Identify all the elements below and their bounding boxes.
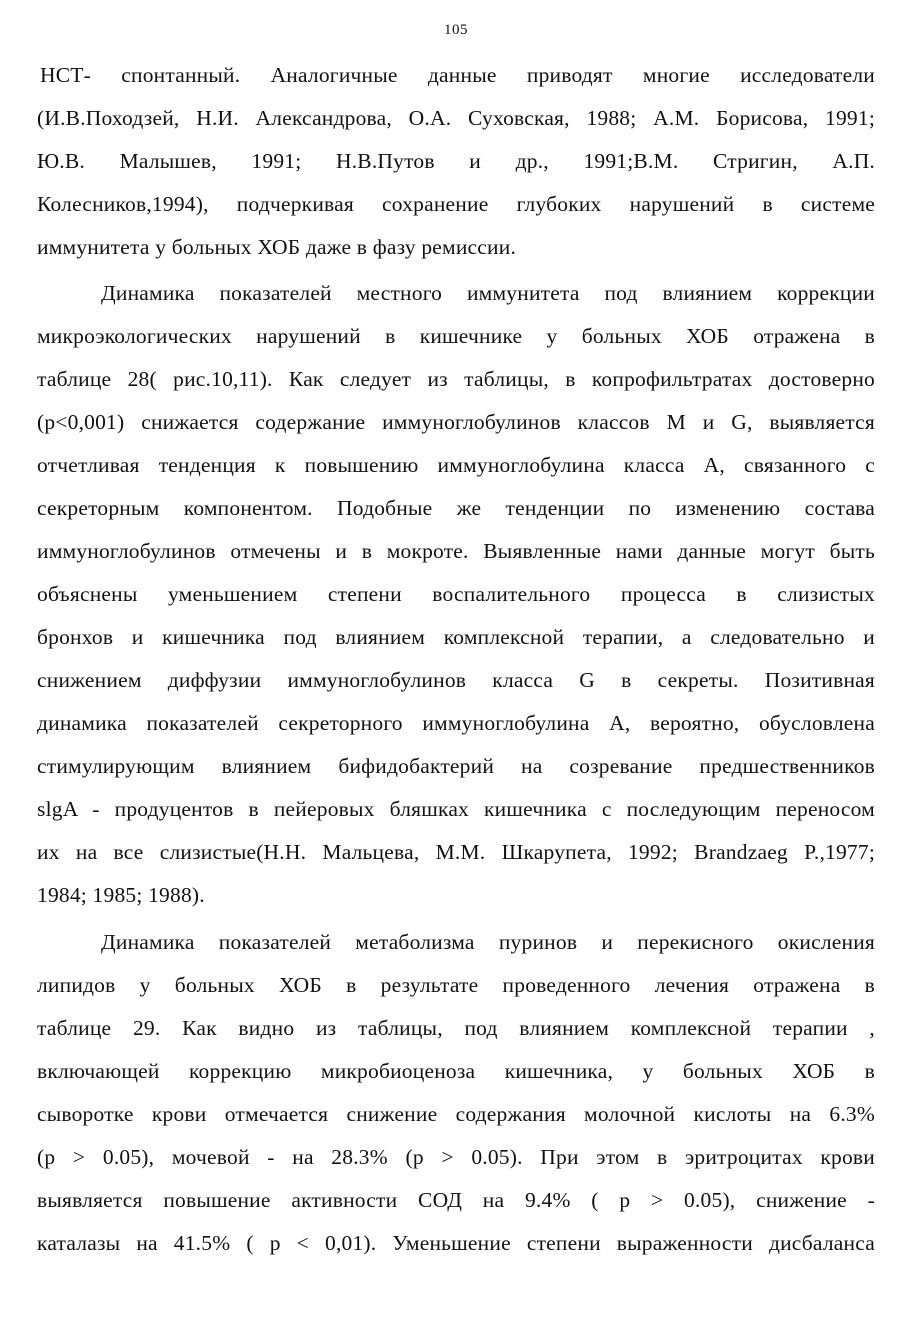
text-line: иммуноглобулинов отмечены и в мокроте. Выявленные нами данные могут быть (37, 539, 875, 563)
text-line: включающей коррекцию микробиоценоза кишечника, у больных ХОБ в (37, 1059, 875, 1083)
text-line: объяснены уменьшением степени воспалительного процесса в слизистых (37, 582, 875, 606)
paragraph-first-line: Динамика показателей метаболизма пуринов и перекисного окисления (101, 930, 875, 954)
paragraph-first-line: Динамика показателей местного иммунитета под влиянием коррекции (101, 281, 875, 305)
text-line: (И.В.Походзей, Н.И. Александрова, О.А. Суховская, 1988; А.М. Борисова, 1991; (37, 106, 875, 130)
text-line: секреторным компонентом. Подобные же тенденции по изменению состава (37, 496, 875, 520)
text-line: (p<0,001) снижается содержание иммуноглобулинов классов M и G, выявляется (37, 410, 875, 434)
text-line: бронхов и кишечника под влиянием комплексной терапии, а следовательно и (37, 625, 875, 649)
page-number: 105 (444, 22, 468, 38)
text-line: липидов у больных ХОБ в результате проведенного лечения отражена в (37, 973, 875, 997)
text-line: микроэкологических нарушений в кишечнике у больных ХОБ отражена в (37, 324, 875, 348)
text-line: Колесников,1994), подчеркивая сохранение глубоких нарушений в системе (37, 192, 875, 216)
text-line: выявляется повышение активности СОД на 9.4% ( р > 0.05), снижение - (37, 1188, 875, 1212)
text-line: НСТ- спонтанный. Аналогичные данные приводят многие исследователи (40, 63, 875, 87)
text-line: таблице 29. Как видно из таблицы, под влиянием комплексной терапии , (37, 1016, 875, 1040)
text-line: (р > 0.05), мочевой - на 28.3% (р > 0.05). При этом в эритроцитах крови (37, 1145, 875, 1169)
text-line: отчетливая тенденция к повышению иммуноглобулина класса А, связанного с (37, 453, 875, 477)
text-line: стимулирующим влиянием бифидобактерий на созревание предшественников (37, 754, 875, 778)
text-line: иммунитета у больных ХОБ даже в фазу ремиссии. (37, 235, 517, 259)
text-line: 1984; 1985; 1988). (37, 883, 205, 907)
text-line: slgA - продуцентов в пейеровых бляшках кишечника с последующим переносом (37, 797, 875, 821)
text-line: каталазы на 41.5% ( р < 0,01). Уменьшение степени выраженности дисбаланса (37, 1231, 875, 1255)
text-line: Ю.В. Малышев, 1991; Н.В.Путов и др., 1991;В.М. Стригин, А.П. (37, 149, 875, 173)
text-line: сыворотке крови отмечается снижение содержания молочной кислоты на 6.3% (37, 1102, 875, 1126)
text-line: таблице 28( рис.10,11). Как следует из таблицы, в копрофильтратах достоверно (37, 367, 875, 391)
text-line: динамика показателей секреторного иммуноглобулина А, вероятно, обусловлена (37, 711, 875, 735)
text-line: их на все слизистые(Н.Н. Мальцева, М.М. Шкарупета, 1992; Brandzaeg P.,1977; (37, 840, 875, 864)
text-line: снижением диффузии иммуноглобулинов класса G в секреты. Позитивная (37, 668, 875, 692)
